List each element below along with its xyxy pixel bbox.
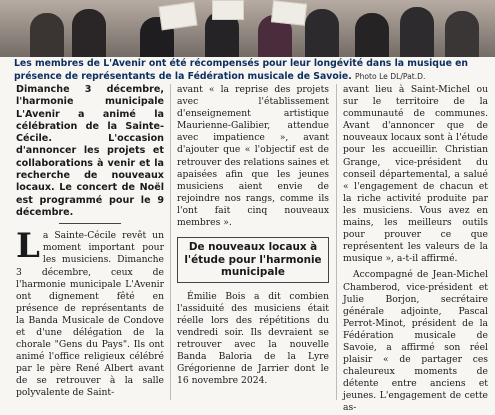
article-body-5: Accompagné de Jean-Michel Chamberod, vice-président et Julie Borjon, secrétaire générale adjointe, Pascal Perrot-Minot, président de la Fédération musicale de Savoie, a affirmé son réel plaisir « de partager ces chaleureux moments de détente entre anciens et jeunes. L'engagement de cette as- [343,269,488,414]
photo-person [72,9,106,57]
photo-certificate [271,0,307,25]
column-2 [177,84,329,387]
drop-cap: L [16,226,40,267]
column-1 [16,84,164,400]
lede-separator [59,223,121,224]
article-body-2: avant « la reprise des projets avec l'établissement d'enseignement artistique Maurienne-Galibier, attendue avec impatience », avant d'ajouter que « l'objectif est de retrouver des relations saines et apaisées afin que les jeunes musiciens aient envie de rejoindre nos rangs, comme ils l'ont fait cinq nouveaux membres ». [177,84,329,229]
photo-credit: Photo Le DL/Pat.D. [355,71,426,81]
photo-person [400,7,434,57]
photo-person [30,13,64,57]
column-rule [336,84,337,400]
article-body-1 [16,226,164,399]
article-body-3: Émilie Bois a dit combien l'assiduité des musiciens était réelle lors des répétitions du vendredi soir. Ils devraient se retrouver avec la nouvelle Banda Baloria de la Lyre Grégorienne de Jarrier dont le 16 novembre 2024. [177,290,329,387]
photo-person [355,13,389,57]
section-subhead: De nouveaux locaux à l'étude pour l'harmonie municipale [177,237,329,283]
article-lede: Dimanche 3 décembre, l'harmonie municipale L'Avenir a animé la célébration de la Sainte-Cécile. L'occasion d'annoncer les projets et collaborations à venir et la recherche de nouveaux locaux. Le concert de Noël est programmé pour le 9 décembre. [16,84,164,218]
article-body-4: avant lieu à Saint-Michel ou sur le territoire de la communauté de communes. Avant d'annoncer que de nouveaux locaux sont à l'étude pour les accueillir. Christian Grange, vice-président du conseil départemental, a salué « l'engagement de chacun et la riche activité produite par les musiciens. Vous avez en mains, les meilleurs outils pour prouver ce que représentent les valeurs de la musique », a-t-il affirmé. [343,84,488,265]
column-rule [170,84,171,400]
caption-text: Les membres de L'Avenir ont été récompensés pour leur longévité dans la musique en présence de représentants de la Fédération musicale de Savoie. [14,58,469,82]
photo-caption [14,58,484,83]
photo-person [305,9,339,57]
column-3 [343,84,488,415]
body-text: a Sainte-Cécile revêt un moment important pour les musiciens. Dimanche 3 décembre, ceux de l'harmonie municipale L'Avenir ont dignement fêté en présence de représentants de la Banda Musicale de Condove et d'une délégation de la chorale "Gens du Pays". Ils ont animé l'office religieux célébré par le père René Albert avant de se retrouver à la salle polyvalente de Saint- [16,230,164,399]
photo-certificate [159,2,198,31]
photo-person [445,11,479,57]
article-photo [0,0,495,57]
photo-certificate [212,0,244,20]
